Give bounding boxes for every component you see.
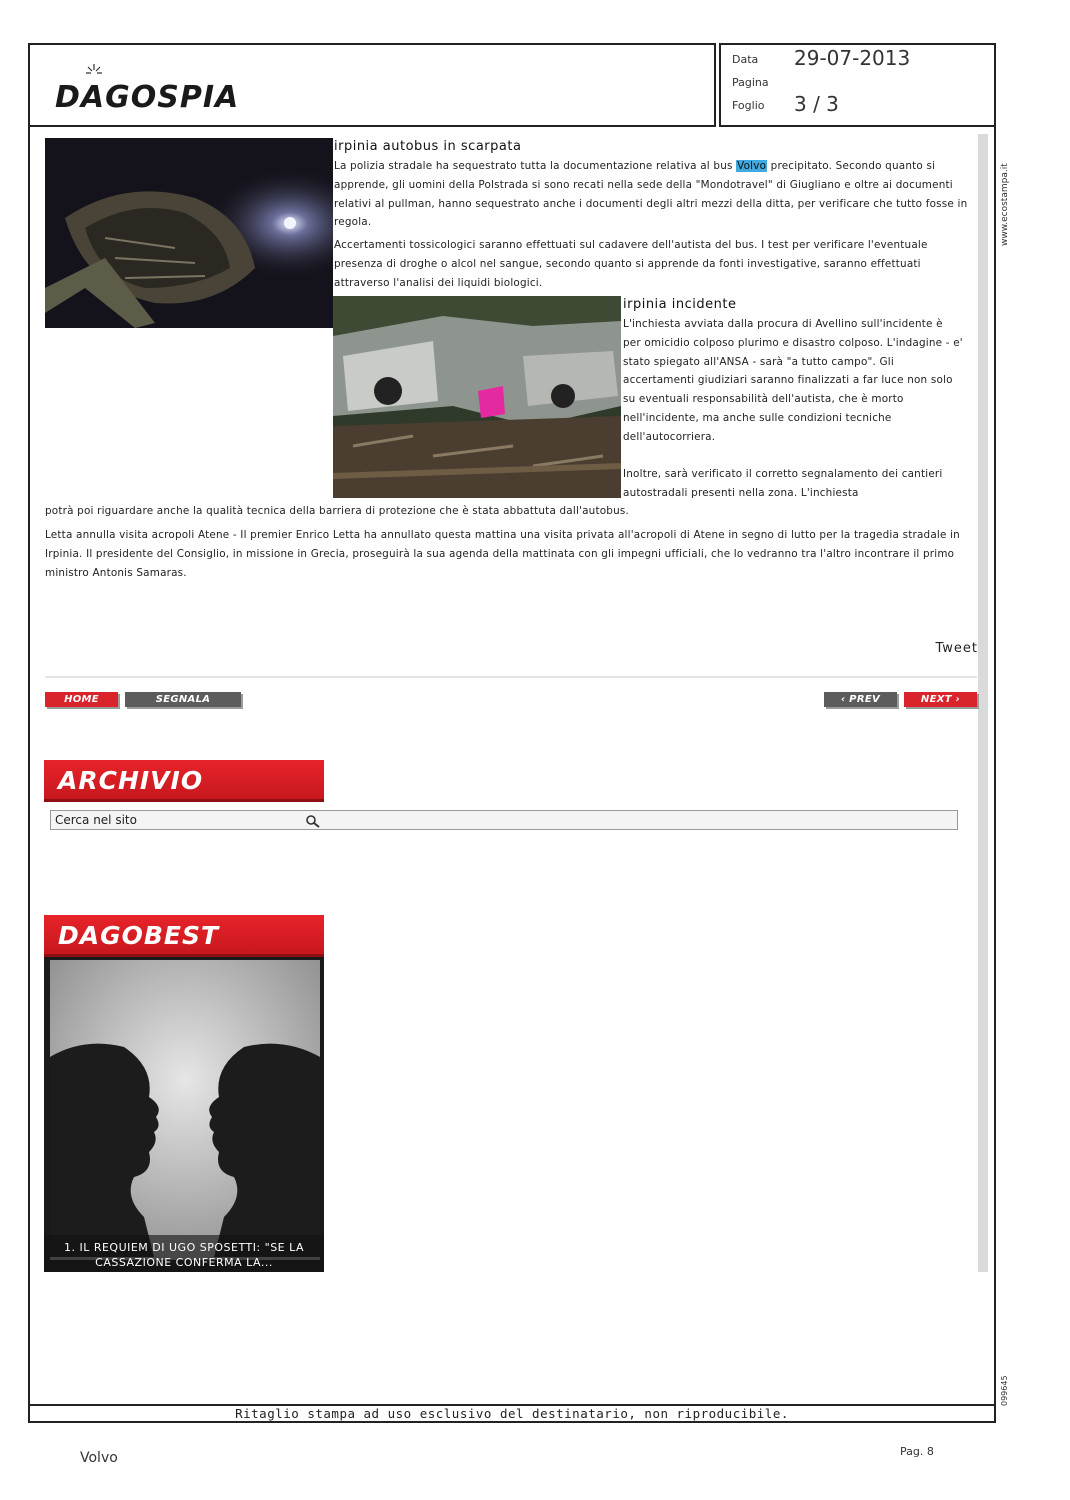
pagina-label: Pagina [732,76,769,89]
dagobest-title: DAGOBEST [58,921,220,950]
search-icon[interactable] [305,814,321,828]
prev-button-label: ‹ PREV [840,694,880,705]
dagospia-logo[interactable] [55,62,240,118]
dagobest-banner [44,915,324,957]
highlight-keyword: Volvo [737,160,767,172]
page-number: Pag. 8 [900,1445,934,1458]
bus-wreck-night-photo [45,138,333,328]
side-code: 099645 [1000,1375,1009,1406]
silhouettes-image [44,957,324,1272]
next-button-label: NEXT › [920,694,961,705]
search-input[interactable] [53,812,297,828]
foglio-label: Foglio [732,99,765,112]
logo-text: DAGOSPIA [55,80,240,115]
scrollbar[interactable] [978,134,988,1272]
dagobest-caption[interactable]: 1. IL REQUIEM DI UGO SPOSETTI: "SE LA CASSAZIONE CONFERMA LA... [63,1241,305,1269]
archivio-banner [44,760,324,802]
segnala-button-label: SEGNALA ARTICOLO [153,694,213,720]
data-label: Data [732,53,759,66]
article-paragraph-1: La polizia stradale ha sequestrato tutta la documentazione relativa al bus Volvo precipitato. Secondo quanto si apprende, gli uomini della Polstrada si sono recati nella sede della "Mondotravel" di Giugliano e oltre ai documenti relativi al pullman, hanno sequestrato anche i documenti degli altri mezzi della ditta, per verificare che tutto fosse in regola. [334,160,968,229]
bus-wreck-day-photo [333,296,621,498]
dagobest-article-card[interactable] [44,957,324,1272]
side-website: www.ecostampa.it [1000,163,1010,246]
article-paragraph-4b: potrà poi riguardare anche la qualità tecnica della barriera di protezione che è stata abbattuta dall'autobus. [45,505,629,517]
article-paragraph-2: Accertamenti tossicologici saranno effettuati sul cadavere dell'autista del bus. I test per verificare l'eventuale presenza di droghe o alcol nel sangue, secondo quanto si apprende da fonti investigative, saranno effettuati attraverso l'analisi dei liquidi biologici. [334,239,928,289]
data-value: 29-07-2013 [794,46,911,70]
article-paragraph-3: L'inchiesta avviata dalla procura di Avellino sull'incidente è per omicidio colposo plurimo e disastro colposo. L'indagine - e' stato spiegato all'ANSA - sarà "a tutto campo". Gli accertamenti giudiziari saranno finalizzati a far luce non solo su eventuali responsabilità dell'autista, che è morto nell'incidente, ma anche sulle condizioni tecniche dell'autocorriera. [623,318,963,443]
article-title-1: irpinia autobus in scarpata [334,139,522,154]
separator [45,676,977,678]
article-paragraph-4a: Inoltre, sarà verificato il corretto segnalamento dei cantieri autostradali presenti nella zona. L'inchiesta [623,468,943,499]
prev-button[interactable] [824,692,897,707]
home-button[interactable] [45,692,118,707]
home-button-label: HOME [64,694,99,705]
foglio-value: 3 / 3 [794,92,839,116]
next-button[interactable] [904,692,977,707]
segnala-articolo-button[interactable] [125,692,241,720]
tweet-button[interactable]: Tweet [935,641,978,656]
keyword-label: Volvo [80,1450,118,1466]
article-title-2: irpinia incidente [623,297,737,312]
article-paragraph-5: Letta annulla visita acropoli Atene - Il premier Enrico Letta ha annullato questa mattina una visita privata all'acropoli di Atene in segno di lutto per la tragedia stradale in Irpinia. Il presidente del Consiglio, in missione in Grecia, proseguirà la sua agenda della mattinata con gli impegni ufficiali, che lo vedranno tra l'altro incontrare il primo ministro Antonis Samaras. [45,529,960,579]
footer-notice: Ritaglio stampa ad uso esclusivo del destinatario, non riproducibile. [235,1406,789,1421]
archivio-title: ARCHIVIO [58,766,204,795]
search-box [50,810,958,830]
